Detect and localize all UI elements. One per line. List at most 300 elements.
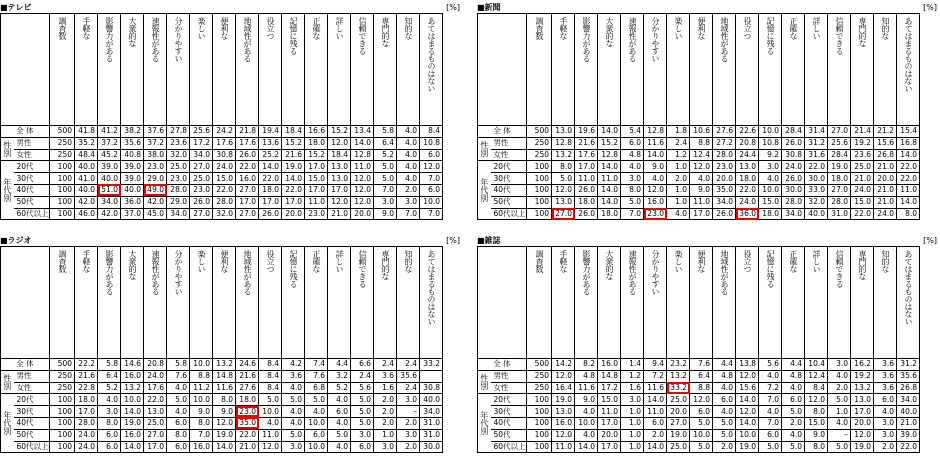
value-cell: 27.6 — [713, 126, 736, 138]
value-cell: 16.0 — [236, 173, 259, 185]
column-header: 調査数 — [527, 247, 552, 359]
row-label: 全 体 — [478, 359, 527, 371]
sample-count: 100 — [50, 208, 75, 220]
value-cell: 12.0 — [805, 394, 828, 406]
value-cell: 15.0 — [759, 196, 782, 208]
value-cell: 22.0 — [897, 441, 920, 453]
value-cell: 12.0 — [552, 370, 575, 382]
sample-count: 250 — [50, 382, 75, 394]
value-cell: 21.6 — [75, 370, 98, 382]
panel-title: ■ラジオ — [0, 236, 32, 245]
value-cell: 9.2 — [759, 149, 782, 161]
value-cell: 4.0 — [282, 406, 305, 418]
value-cell: 14.0 — [644, 394, 667, 406]
value-cell: 28.0 — [213, 196, 236, 208]
value-cell: 12.0 — [351, 196, 374, 208]
column-header: 分かりやすい — [644, 14, 667, 126]
value-cell: – — [397, 406, 420, 418]
value-cell: 6.4 — [98, 370, 121, 382]
value-cell: 17.0 — [75, 406, 98, 418]
value-cell: 18.0 — [736, 173, 759, 185]
value-cell: 17.0 — [305, 161, 328, 173]
value-cell: – — [828, 429, 851, 441]
survey-table — [477, 246, 920, 453]
row-label: 30代 — [491, 173, 527, 185]
value-cell: 2.0 — [397, 184, 420, 196]
value-cell: 4.0 — [397, 137, 420, 149]
value-cell: 8.4 — [259, 382, 282, 394]
value-cell: 18.0 — [236, 394, 259, 406]
value-cell: 4.0 — [621, 161, 644, 173]
column-header: 地域性がある — [713, 247, 736, 359]
column-header: 調査数 — [50, 247, 75, 359]
value-cell: 13.0 — [144, 406, 167, 418]
unit-label: [%] — [923, 236, 937, 245]
value-cell: 6.0 — [167, 441, 190, 453]
column-header: あてはまるものはない — [897, 247, 920, 359]
survey-table — [0, 246, 443, 453]
value-cell: 27.0 — [236, 184, 259, 196]
row-label: 20代 — [14, 161, 50, 173]
value-cell: 9.0 — [644, 161, 667, 173]
value-cell: 7.0 — [621, 208, 644, 220]
value-cell: 15.0 — [805, 417, 828, 429]
value-cell: 30.8 — [782, 149, 805, 161]
value-cell: 7.6 — [690, 359, 713, 371]
column-header: 記憶に残る — [282, 14, 305, 126]
value-cell: 1.0 — [374, 429, 397, 441]
value-cell: 2.4 — [351, 370, 374, 382]
value-cell: 5.0 — [167, 394, 190, 406]
row-label: 男性 — [14, 370, 50, 382]
value-cell: 5.4 — [621, 126, 644, 138]
value-cell: 34.0 — [897, 394, 920, 406]
value-cell: 13.0 — [552, 196, 575, 208]
value-cell: 37.0 — [121, 208, 144, 220]
value-cell: 11.0 — [351, 161, 374, 173]
value-cell: 2.4 — [374, 359, 397, 371]
value-cell: 22.8 — [75, 382, 98, 394]
value-cell: 4.0 — [397, 161, 420, 173]
value-cell: 21.0 — [328, 208, 351, 220]
value-cell: 3.0 — [98, 406, 121, 418]
value-cell: 12.0 — [552, 184, 575, 196]
value-cell: 3.6 — [282, 370, 305, 382]
value-cell: 34.0 — [420, 406, 443, 418]
value-cell: 23.2 — [667, 359, 690, 371]
value-cell: 19.0 — [851, 441, 874, 453]
row-group-label: 性別 — [478, 137, 491, 161]
table-row — [478, 173, 920, 185]
value-cell: 16.0 — [121, 370, 144, 382]
value-cell: 23.0 — [713, 161, 736, 173]
value-cell: 7.2 — [644, 370, 667, 382]
sample-count: 100 — [527, 429, 552, 441]
table-row — [478, 370, 920, 382]
value-cell: 6.0 — [305, 429, 328, 441]
value-cell: 6.0 — [690, 406, 713, 418]
value-cell: 20.0 — [282, 208, 305, 220]
value-cell: 4.0 — [759, 370, 782, 382]
value-cell: 5.8 — [98, 359, 121, 371]
sample-count: 100 — [50, 161, 75, 173]
value-cell: 5.0 — [351, 417, 374, 429]
value-cell: 3.6 — [374, 370, 397, 382]
table-row — [478, 406, 920, 418]
value-cell: 21.6 — [282, 149, 305, 161]
value-cell: 13.2 — [851, 382, 874, 394]
value-cell: 10.0 — [305, 441, 328, 453]
value-cell: 28.0 — [828, 196, 851, 208]
value-cell: 17.0 — [598, 417, 621, 429]
value-cell: 1.8 — [667, 126, 690, 138]
value-cell: 13.0 — [328, 161, 351, 173]
value-cell: 27.0 — [236, 208, 259, 220]
value-cell: 2.0 — [374, 394, 397, 406]
value-cell: 17.0 — [144, 441, 167, 453]
value-cell: 1.6 — [621, 382, 644, 394]
column-header: 正確な — [305, 247, 328, 359]
value-cell: 30.8 — [420, 382, 443, 394]
value-cell: 5.0 — [690, 441, 713, 453]
row-label: 20代 — [491, 161, 527, 173]
column-header: 信頼できる — [351, 247, 374, 359]
value-cell: 34.0 — [713, 196, 736, 208]
value-cell: 5.0 — [828, 441, 851, 453]
value-cell: 31.2 — [805, 137, 828, 149]
value-cell: 21.8 — [236, 126, 259, 138]
value-cell: 41.0 — [75, 173, 98, 185]
table-row — [1, 406, 443, 418]
value-cell: 14.0 — [121, 406, 144, 418]
value-cell: 4.0 — [259, 417, 282, 429]
sample-count: 100 — [50, 441, 75, 453]
value-cell: 28.0 — [75, 417, 98, 429]
value-cell: 10.0 — [190, 359, 213, 371]
value-cell: 3.0 — [374, 441, 397, 453]
value-cell: 8.8 — [690, 382, 713, 394]
value-cell: 41.2 — [98, 126, 121, 138]
row-label: 40代 — [14, 417, 50, 429]
value-cell: 4.4 — [328, 359, 351, 371]
value-cell: 25.0 — [167, 161, 190, 173]
value-cell: 23.0 — [190, 184, 213, 196]
table-row — [1, 429, 443, 441]
value-cell: 4.8 — [782, 370, 805, 382]
value-cell: 27.6 — [236, 382, 259, 394]
value-cell: 14.8 — [598, 370, 621, 382]
value-cell: 4.4 — [713, 359, 736, 371]
value-cell: 15.2 — [282, 137, 305, 149]
value-cell: 33.0 — [805, 184, 828, 196]
value-cell: 16.6 — [305, 126, 328, 138]
value-cell: 19.0 — [667, 429, 690, 441]
column-header: あてはまるものはない — [897, 14, 920, 126]
value-cell: 14.0 — [644, 149, 667, 161]
value-cell: 25.0 — [667, 441, 690, 453]
column-header: 速報性がある — [144, 247, 167, 359]
value-cell: 4.0 — [667, 208, 690, 220]
row-label: 女性 — [14, 149, 50, 161]
value-cell — [420, 370, 443, 382]
value-cell: 21.0 — [874, 184, 897, 196]
value-cell: 21.4 — [851, 126, 874, 138]
value-cell: 12.0 — [351, 173, 374, 185]
value-cell: 17.0 — [236, 196, 259, 208]
value-cell: 5.0 — [351, 394, 374, 406]
value-cell: 11.2 — [190, 382, 213, 394]
value-cell: 40.0 — [420, 394, 443, 406]
value-cell: 8.8 — [190, 370, 213, 382]
value-cell: 7.2 — [759, 382, 782, 394]
value-cell: 4.0 — [328, 417, 351, 429]
value-cell: 5.6 — [759, 359, 782, 371]
row-group-label: 性別 — [1, 137, 14, 161]
column-header: 影響力がある — [575, 247, 598, 359]
value-cell: 2.4 — [397, 382, 420, 394]
column-header: 大衆的な — [598, 14, 621, 126]
value-cell: 16.0 — [598, 359, 621, 371]
value-cell: 27.0 — [144, 429, 167, 441]
column-header: 記憶に残る — [759, 247, 782, 359]
value-cell: 2.0 — [874, 441, 897, 453]
value-cell: 9.0 — [374, 208, 397, 220]
value-cell: 1.0 — [621, 406, 644, 418]
highlighted-cell: 51.0 — [98, 184, 121, 196]
value-cell: 24.0 — [736, 196, 759, 208]
table-row — [1, 359, 443, 371]
column-header: 専門的な — [851, 14, 874, 126]
value-cell: 39.0 — [121, 161, 144, 173]
value-cell: 11.6 — [644, 382, 667, 394]
value-cell: 14.0 — [575, 441, 598, 453]
value-cell: 11.6 — [575, 382, 598, 394]
value-cell: 27.8 — [167, 126, 190, 138]
value-cell: 16.8 — [897, 137, 920, 149]
sample-count: 100 — [527, 184, 552, 196]
column-header: 知的な — [397, 247, 420, 359]
value-cell: 17.0 — [851, 406, 874, 418]
value-cell: 9.4 — [644, 359, 667, 371]
value-cell: 9.0 — [805, 429, 828, 441]
panel-title: ■テレビ — [0, 3, 32, 12]
value-cell: 39.0 — [121, 173, 144, 185]
value-cell: 3.2 — [328, 370, 351, 382]
value-cell: 28.4 — [828, 149, 851, 161]
value-cell: 8.0 — [98, 417, 121, 429]
value-cell: 3.6 — [874, 359, 897, 371]
column-header: 専門的な — [851, 247, 874, 359]
value-cell: 26.0 — [190, 196, 213, 208]
column-header: あてはまるものはない — [420, 247, 443, 359]
value-cell: 10.8 — [420, 137, 443, 149]
sample-count: 250 — [527, 137, 552, 149]
value-cell: 39.0 — [897, 429, 920, 441]
table-row — [1, 441, 443, 453]
value-cell: 12.0 — [552, 429, 575, 441]
value-cell: 13.0 — [736, 161, 759, 173]
sample-count: 250 — [50, 370, 75, 382]
value-cell: 17.6 — [213, 137, 236, 149]
value-cell: 25.6 — [828, 137, 851, 149]
value-cell: 17.0 — [259, 196, 282, 208]
value-cell: 11.0 — [575, 173, 598, 185]
sample-count: 100 — [50, 394, 75, 406]
sample-count: 500 — [50, 126, 75, 138]
value-cell: 16.0 — [190, 441, 213, 453]
value-cell: 16.2 — [851, 359, 874, 371]
highlighted-cell: 27.0 — [552, 208, 575, 220]
value-cell: 4.0 — [759, 173, 782, 185]
highlighted-cell: 23.0 — [236, 406, 259, 418]
value-cell: 31.0 — [420, 417, 443, 429]
column-header: 分かりやすい — [644, 247, 667, 359]
row-label: 30代 — [14, 406, 50, 418]
value-cell: 18.0 — [759, 208, 782, 220]
value-cell: 17.6 — [236, 137, 259, 149]
value-cell: 5.8 — [374, 126, 397, 138]
value-cell: 12.0 — [736, 406, 759, 418]
value-cell: 26.8 — [897, 382, 920, 394]
column-header: 調査数 — [527, 14, 552, 126]
value-cell: 5.0 — [828, 394, 851, 406]
value-cell: 30.8 — [213, 149, 236, 161]
value-cell: 38.2 — [121, 126, 144, 138]
value-cell: 16.4 — [552, 382, 575, 394]
value-cell: 18.4 — [282, 126, 305, 138]
column-header: 記憶に残る — [282, 247, 305, 359]
value-cell: 4.0 — [397, 173, 420, 185]
header-corner — [478, 247, 527, 359]
value-cell: 40.0 — [897, 406, 920, 418]
row-label: 女性 — [14, 382, 50, 394]
value-cell: 1.6 — [374, 382, 397, 394]
value-cell: 7.6 — [167, 370, 190, 382]
table-row — [478, 161, 920, 173]
value-cell: 15.6 — [736, 382, 759, 394]
value-cell: 20.8 — [736, 137, 759, 149]
value-cell: 1.0 — [667, 184, 690, 196]
value-cell: 3.0 — [397, 196, 420, 208]
sample-count: 100 — [50, 406, 75, 418]
value-cell: 1.2 — [621, 370, 644, 382]
value-cell: 31.4 — [805, 126, 828, 138]
header-corner — [1, 247, 50, 359]
value-cell: 4.8 — [621, 149, 644, 161]
value-cell: 20.0 — [351, 208, 374, 220]
value-cell: 12.4 — [690, 149, 713, 161]
value-cell: 3.0 — [282, 441, 305, 453]
value-cell: 18.0 — [259, 184, 282, 196]
value-cell: 8.0 — [552, 161, 575, 173]
value-cell: 5.0 — [282, 429, 305, 441]
value-cell: 24.0 — [144, 370, 167, 382]
table-row — [478, 149, 920, 161]
value-cell: 1.0 — [621, 417, 644, 429]
value-cell: 15.2 — [328, 126, 351, 138]
value-cell: 5.0 — [374, 173, 397, 185]
value-cell: 36.0 — [121, 196, 144, 208]
sample-count: 100 — [50, 417, 75, 429]
value-cell: 7.0 — [374, 184, 397, 196]
value-cell: 13.0 — [552, 126, 575, 138]
value-cell: 3.0 — [397, 394, 420, 406]
value-cell: 14.0 — [213, 441, 236, 453]
column-header: 役立つ — [259, 14, 282, 126]
value-cell: 13.6 — [259, 137, 282, 149]
value-cell: 24.0 — [782, 161, 805, 173]
value-cell: 5.0 — [759, 441, 782, 453]
row-label: 40代 — [491, 184, 527, 196]
value-cell: 31.2 — [897, 359, 920, 371]
table-row — [1, 126, 443, 138]
value-cell: 24.6 — [236, 359, 259, 371]
table-row — [478, 126, 920, 138]
sample-count: 100 — [527, 406, 552, 418]
value-cell: 5.0 — [552, 173, 575, 185]
highlighted-cell: 33.2 — [667, 382, 690, 394]
column-header: 地域性がある — [713, 14, 736, 126]
value-cell: 11.0 — [644, 406, 667, 418]
column-header: 地域性がある — [236, 14, 259, 126]
value-cell: 12.0 — [259, 441, 282, 453]
value-cell: 21.0 — [897, 417, 920, 429]
value-cell: 17.0 — [575, 161, 598, 173]
value-cell: 4.0 — [397, 126, 420, 138]
table-row — [1, 382, 443, 394]
unit-label: [%] — [446, 236, 460, 245]
value-cell: 11.0 — [598, 173, 621, 185]
row-label: 男性 — [491, 370, 527, 382]
value-cell: 10.0 — [121, 394, 144, 406]
value-cell: 4.0 — [282, 382, 305, 394]
value-cell: 2.4 — [667, 137, 690, 149]
value-cell: 10.0 — [420, 196, 443, 208]
value-cell: 21.0 — [874, 161, 897, 173]
value-cell: 19.0 — [213, 429, 236, 441]
value-cell: 2.0 — [713, 441, 736, 453]
sample-count: 100 — [527, 394, 552, 406]
sample-count: 100 — [527, 173, 552, 185]
value-cell: 21.0 — [851, 173, 874, 185]
value-cell: 6.0 — [782, 394, 805, 406]
survey-table — [477, 13, 920, 220]
value-cell: 10.0 — [690, 429, 713, 441]
value-cell: 12.8 — [598, 149, 621, 161]
value-cell: 24.0 — [851, 184, 874, 196]
value-cell: 4.0 — [713, 382, 736, 394]
value-cell: 1.0 — [667, 161, 690, 173]
value-cell: 6.8 — [305, 382, 328, 394]
value-cell: 26.0 — [713, 208, 736, 220]
table-row — [1, 417, 443, 429]
value-cell: 11.0 — [690, 196, 713, 208]
value-cell: 32.0 — [213, 208, 236, 220]
value-cell: 25.0 — [667, 394, 690, 406]
column-header: 正確な — [782, 14, 805, 126]
value-cell: 2.0 — [644, 429, 667, 441]
value-cell: 29.0 — [144, 173, 167, 185]
column-header: 調査数 — [50, 14, 75, 126]
value-cell: 8.0 — [805, 441, 828, 453]
value-cell: 19.0 — [121, 417, 144, 429]
value-cell: 5.0 — [690, 417, 713, 429]
unit-label: [%] — [923, 3, 937, 12]
value-cell: 1.2 — [667, 149, 690, 161]
value-cell: 34.0 — [167, 208, 190, 220]
value-cell: 32.0 — [805, 196, 828, 208]
value-cell: 6.0 — [420, 184, 443, 196]
